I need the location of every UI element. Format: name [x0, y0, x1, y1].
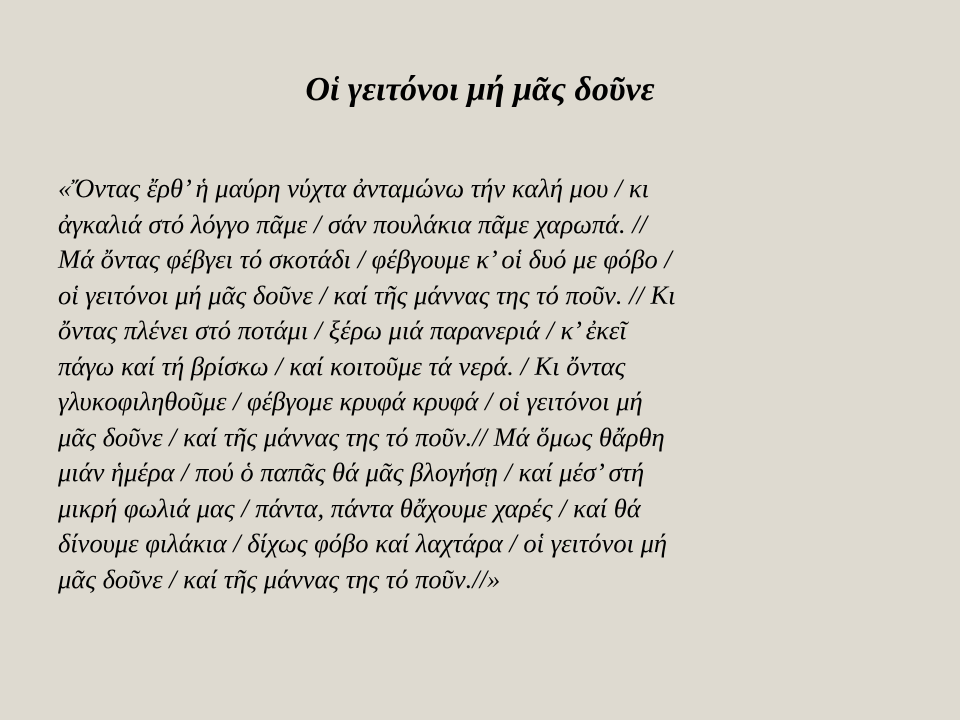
poem-line: μᾶς δοῦνε / καί τῆς μάννας της τό ποῦν.// Μά ὅμως θἄρθη: [58, 421, 665, 452]
poem-line: μᾶς δοῦνε / καί τῆς μάννας της τό ποῦν.//»: [58, 563, 501, 594]
slide-title: Οἱ γειτόνοι μή μᾶς δοῦνε: [305, 71, 655, 108]
poem-line: γλυκοφιληθοῦμε / φέβγομε κρυφά κρυφά / οἱ γειτόνοι μή: [58, 386, 643, 416]
poem-line: ἀγκαλιά στό λόγγο πᾶμε / σάν πουλάκια πᾶμε χαρωπά. //: [58, 208, 648, 239]
poem-line: οἱ γειτόνοι μή μᾶς δοῦνε / καί τῆς μάννας της τό ποῦν. // Κι: [58, 279, 676, 310]
poem-text: [58, 171, 908, 597]
poem-line: μικρή φωλιά μας / πάντα, πάντα θἄχουμε χαρές / καί θά: [58, 492, 641, 523]
poem-line: Μά ὄντας φέβγει τό σκοτάδι / φέβγουμε κ’ οἱ δυό με φόβο /: [58, 244, 672, 274]
poem-line: «Ὄντας ἔρθ’ ἡ μαύρη νύχτα ἀνταμώνω τήν καλή μου / κι: [58, 173, 649, 203]
poem-line: πάγω καί τή βρίσκω / καί κοιτοῦμε τά νερά. / Κι ὄντας: [58, 350, 626, 381]
poem-line: ὄντας πλένει στό ποτάμι / ξέρω μιά παρανεριά / κ’ ἐκεῖ: [58, 315, 627, 345]
poem-line: δίνουμε φιλάκια / δίχως φόβο καί λαχτάρα / οἱ γειτόνοι μή: [58, 528, 668, 558]
poem-line: μιάν ἡμέρα / πού ὁ παπᾶς θά μᾶς βλογήσῃ / καί μέσ’ στή: [58, 457, 645, 487]
